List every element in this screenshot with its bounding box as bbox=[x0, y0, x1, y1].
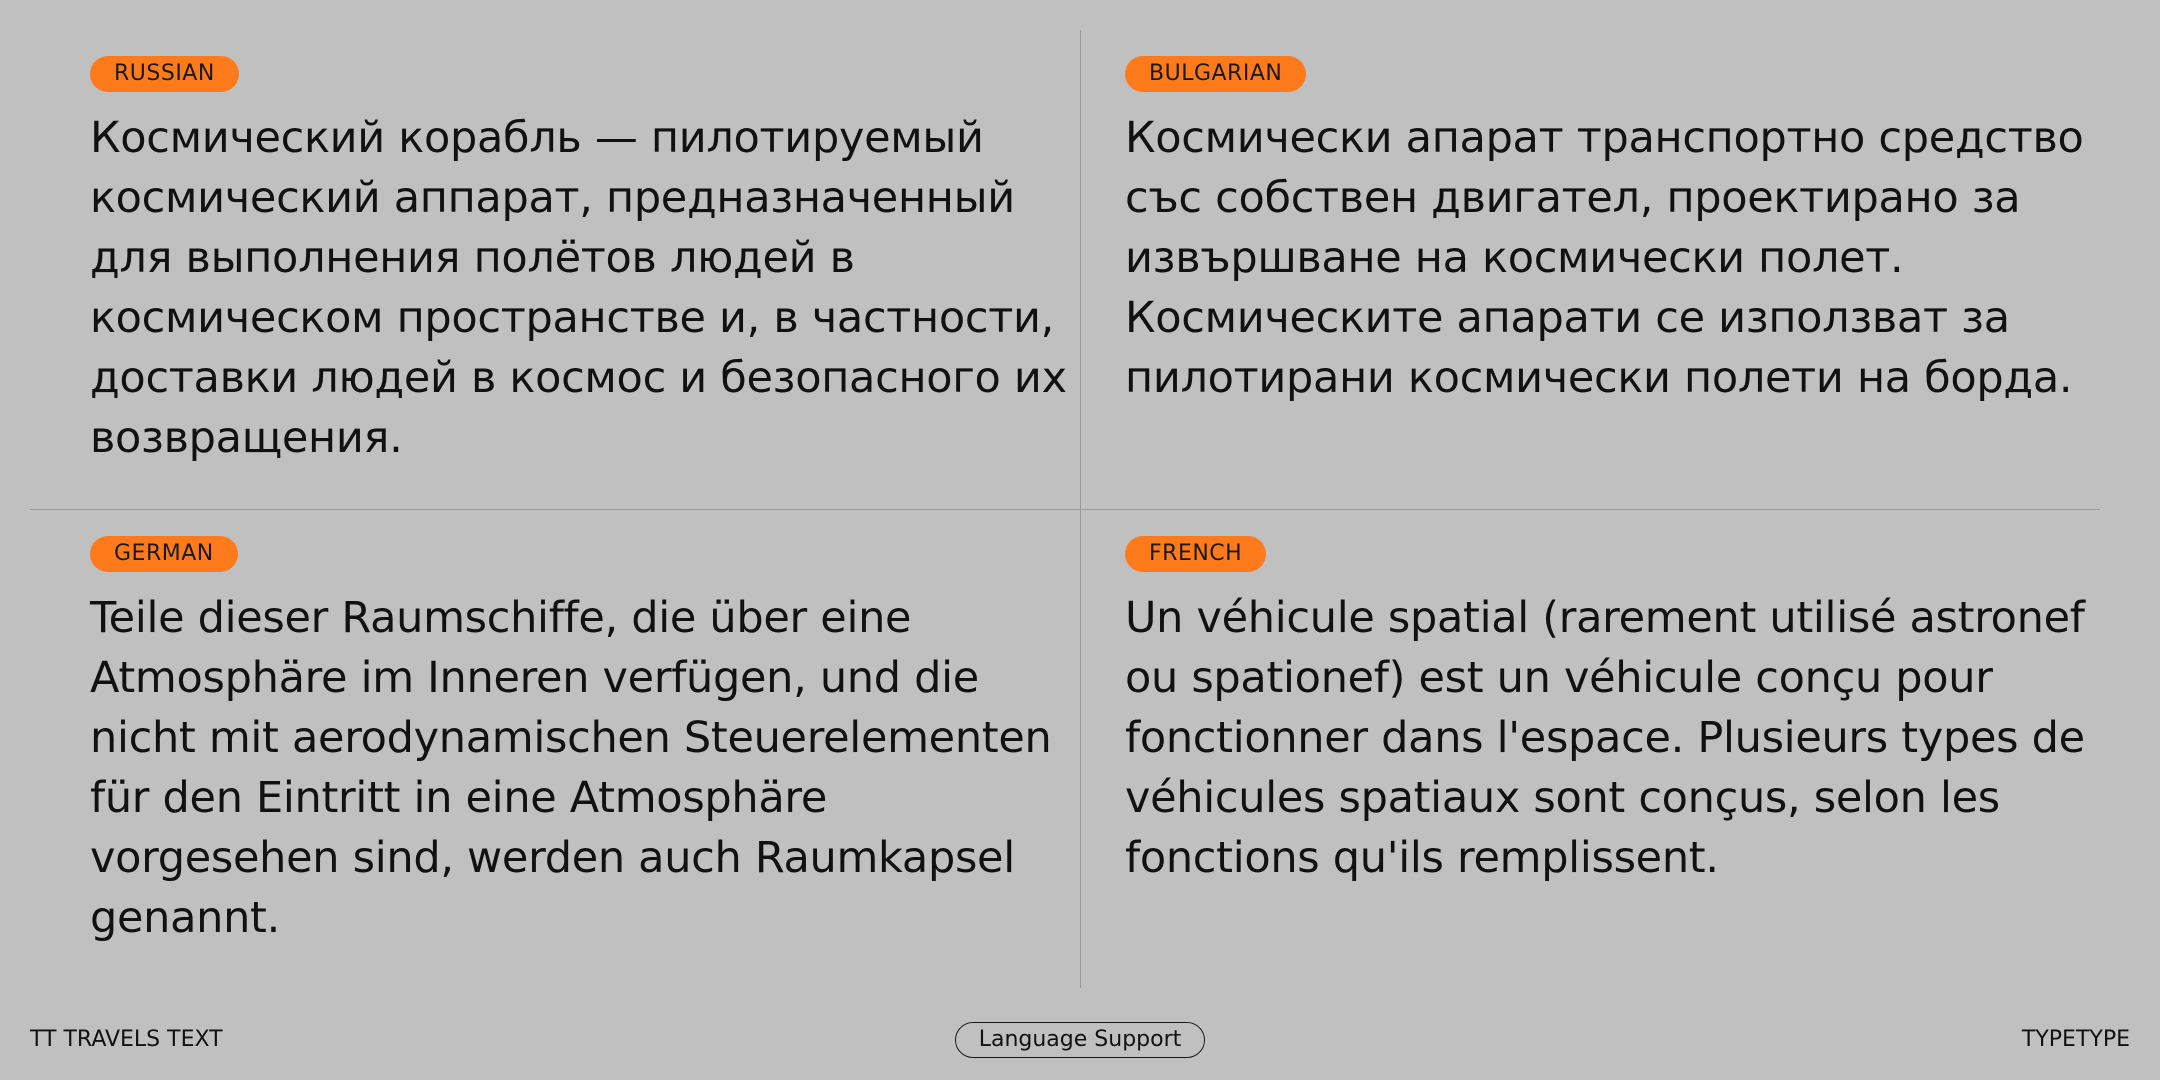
horizontal-divider bbox=[30, 509, 2100, 510]
bulgarian-tag: BULGARIAN bbox=[1125, 56, 1306, 92]
bulgarian-paragraph: Космически апарат транспортно средство със собствен двигател, проектирано за извършване на космически полет. Космическите апарати се използват за пилотирани космически полети на борда. bbox=[1125, 113, 2084, 403]
font-name: TT TRAVELS TEXT bbox=[30, 1027, 223, 1052]
german-paragraph: Teile dieser Raumschiffe, die über eine Atmosphäre im Inneren verfügen, und die nicht mit aerodynamischen Steuerelementen für den Eintritt in eine Atmosphäre vorgesehen sind, werden auch Raumkapsel genannt. bbox=[90, 593, 1052, 943]
russian-paragraph: Космический корабль — пилотируемый космический аппарат, предназначенный для выполнения полётов людей в космическом пространстве и, в частности, доставки людей в космос и безопасного их возвращения. bbox=[90, 113, 1067, 463]
german-section bbox=[90, 536, 1080, 948]
foundry-name: TYPETYPE bbox=[2021, 1027, 2130, 1052]
german-tag: GERMAN bbox=[90, 536, 238, 572]
french-section bbox=[1125, 536, 2100, 888]
language-support-badge: Language Support bbox=[955, 1022, 1205, 1058]
language-grid bbox=[30, 30, 2100, 988]
bulgarian-section bbox=[1125, 56, 2100, 408]
french-paragraph: Un véhicule spatial (rarement utilisé astronef ou spationef) est un véhicule conçu pour fonctionner dans l'espace. Plusieurs types de véhicules spatiaux sont conçus, selon les fonctions qu'ils remplissent. bbox=[1125, 593, 2085, 883]
russian-tag: RUSSIAN bbox=[90, 56, 239, 92]
russian-section bbox=[90, 56, 1080, 468]
french-tag: FRENCH bbox=[1125, 536, 1266, 572]
